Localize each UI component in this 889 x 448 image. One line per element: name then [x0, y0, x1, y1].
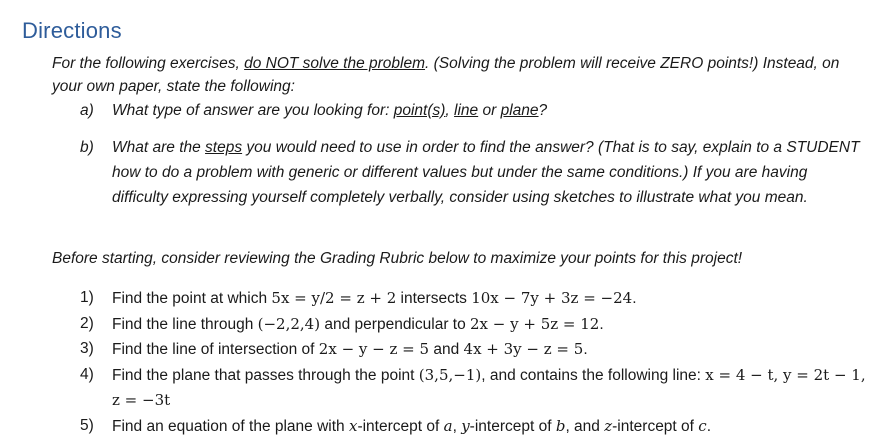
problem-4-text-2: , and contains the following line:: [481, 366, 706, 384]
problem-5-text-3: ,: [452, 417, 462, 435]
problem-1-text-3: .: [632, 290, 637, 307]
intro-text-2: . (Solving the problem will receive ZERO points!) Instead, on your own paper, state the following:: [52, 55, 840, 95]
problem-number: 2): [80, 314, 94, 332]
problem-3-text-3: .: [583, 341, 588, 358]
sub-item-a-suffix: ?: [538, 102, 548, 119]
problem-4-line-equation: x = 4 − t, y = 2t − 1, z = −3t: [112, 365, 866, 409]
problem-2-text-3: .: [599, 315, 604, 333]
sub-item-b-label: b): [80, 139, 94, 156]
problem-number: 4): [80, 365, 94, 383]
problem-1: [80, 286, 870, 312]
sub-item-a-sep1: ,: [445, 102, 455, 119]
problem-3-text-2: and: [429, 341, 464, 358]
sub-item-a-label: a): [80, 102, 94, 119]
steps-underlined: steps: [205, 139, 243, 156]
problem-2-equation: 2x − y + 5z = 12: [470, 314, 600, 333]
problem-list: [80, 286, 870, 439]
problem-5: [80, 414, 870, 440]
intro-text-1: For the following exercises,: [52, 55, 245, 72]
sub-item-a-text: [112, 98, 860, 123]
sub-item-a-prefix: What type of answer are you looking for:: [112, 102, 394, 119]
sub-item-a-sep2: or: [478, 102, 501, 119]
problem-5-text-5: , and: [565, 417, 605, 435]
problem-1-text-1: Find the point at which: [112, 290, 272, 307]
problem-1-equation-1: 5x = y/2 = z + 2: [271, 289, 397, 307]
problem-5-var-x: x: [348, 416, 358, 435]
problem-5-var-y: y: [461, 416, 470, 435]
problem-3-equation-1: 2x − y − z = 5: [318, 340, 430, 358]
problem-2-text-1: Find the line through: [112, 315, 258, 333]
intro-underlined: do NOT solve the problem: [244, 55, 426, 72]
problem-3: [80, 337, 870, 363]
option-line: line: [454, 102, 479, 119]
problem-1-equation-2: 10x − 7y + 3z = −24: [471, 289, 633, 307]
problem-number: 1): [80, 289, 94, 306]
problem-5-var-b: b: [555, 416, 566, 435]
problem-3-text-1: Find the line of intersection of: [112, 341, 319, 358]
problem-4-text-1: Find the plane that passes through the point: [112, 366, 419, 384]
problem-1-text-2: intersects: [396, 290, 472, 307]
problem-5-var-a: a: [443, 416, 453, 435]
option-plane: plane: [500, 102, 539, 119]
problem-5-var-c: c: [698, 416, 707, 435]
problem-number: 5): [80, 416, 94, 434]
problem-5-text-4: -intercept of: [469, 417, 556, 435]
problem-4-point: (3,5,−1): [418, 365, 482, 384]
intro-paragraph: [52, 52, 852, 98]
problem-2-point: (−2,2,4): [257, 314, 321, 333]
problem-5-var-z: z: [604, 416, 613, 435]
sub-item-b-prefix: What are the: [112, 139, 206, 156]
sub-item-b-rest: you would need to use in order to find the answer? (That is to say, explain to a STUDENT how to do a problem with generic or different values but under the same conditions.) If you are having difficulty expressing yourself completely verbally, consider using sketches to illustrate what you mean.: [112, 139, 860, 206]
problem-4: [80, 363, 870, 414]
problem-5-text-7: .: [706, 417, 711, 435]
problem-5-text-1: Find an equation of the plane with: [112, 417, 349, 435]
option-points: point(s): [393, 102, 446, 119]
problem-3-equation-2: 4x + 3y − z = 5: [463, 340, 584, 358]
page-title: Directions: [22, 18, 122, 43]
sub-item-a: [80, 98, 860, 123]
sub-item-b-text: [112, 135, 860, 210]
problem-5-text-6: -intercept of: [612, 417, 699, 435]
sub-item-b: [80, 135, 860, 210]
before-starting-note: Before starting, consider reviewing the Grading Rubric below to maximize your points for this project!: [52, 250, 743, 267]
problem-5-text-2: -intercept of: [357, 417, 444, 435]
problem-number: 3): [80, 340, 94, 357]
problem-2: [80, 312, 870, 338]
problem-2-text-2: and perpendicular to: [320, 315, 471, 333]
